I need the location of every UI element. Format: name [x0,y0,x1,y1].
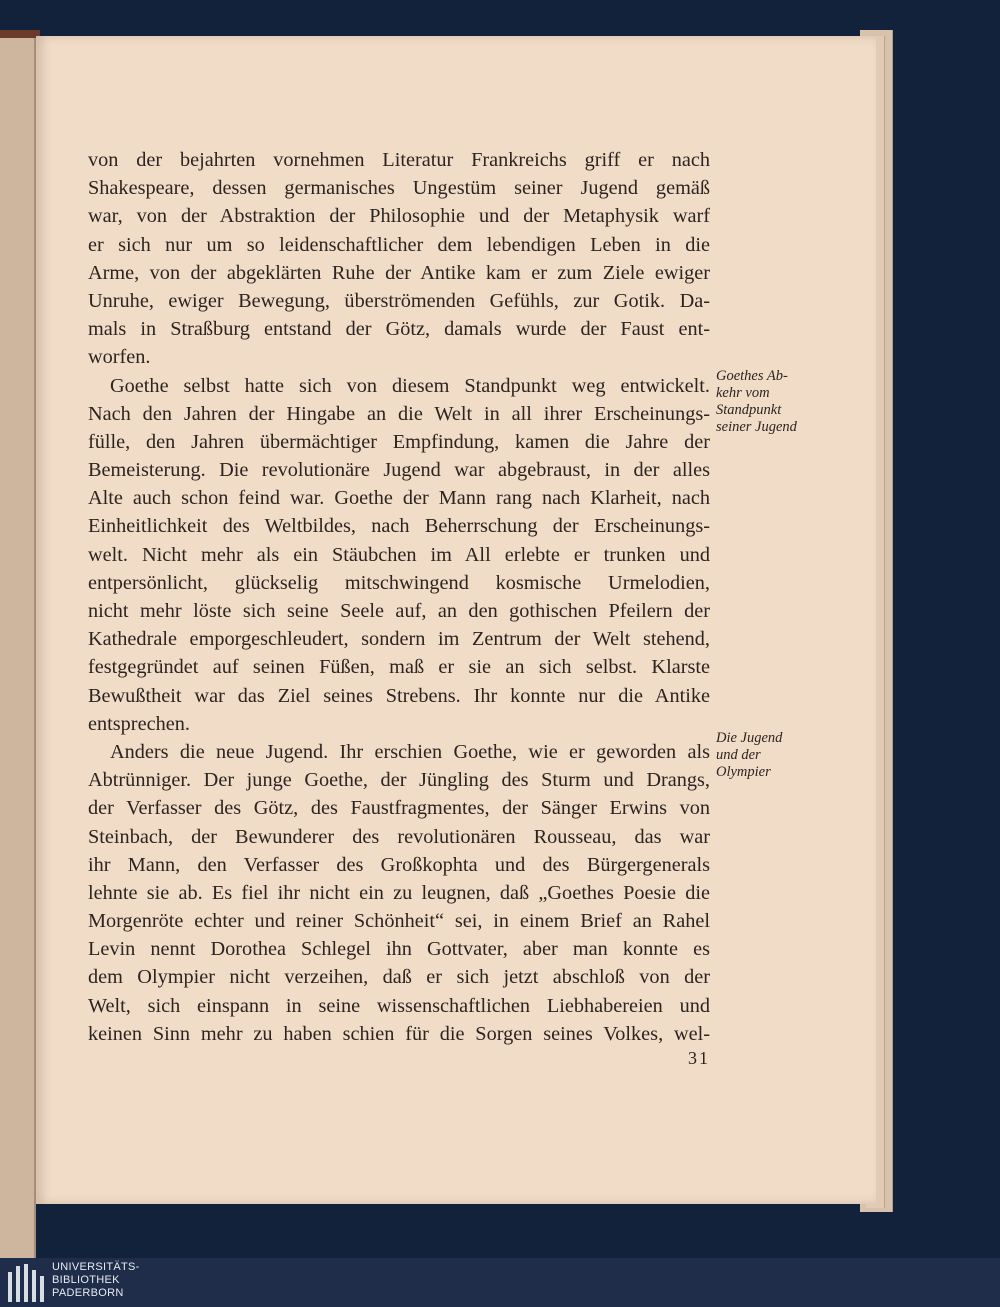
text-line: Nach den Jahren der Hingabe an die Welt in all ihrer Erscheinungs- [88,402,710,425]
text-line: Morgenröte echter und reiner Schönheit“ sei, in einem Brief an Rahel [88,910,710,933]
text-line: Alte auch schon feind war. Goethe der Mann rang nach Klarheit, nach [88,487,710,510]
text-line: mals in Straßburg entstand der Götz, damals wurde der Faust ent- [88,318,710,341]
margin-note-line: Standpunkt [716,402,782,418]
library-name-line: UNIVERSITÄTS- [52,1261,140,1273]
margin-note-goethes-abkehr [716,368,826,436]
book-page [36,36,876,1204]
text-line: worfen. [88,346,151,369]
text-line: entpersönlicht, glückselig mitschwingend kosmische Urmelodien, [88,571,710,594]
margin-note-line: Goethes Ab- [716,368,788,384]
text-line: welt. Nicht mehr als ein Stäubchen im All erlebte er trunken und [88,543,710,566]
library-name-line: PADERBORN [52,1287,124,1299]
text-line: von der bejahrten vornehmen Literatur Frankreichs griff er nach [88,149,710,171]
text-line: fülle, den Jahren übermächtiger Empfindung, kamen die Jahre der [88,430,710,453]
text-line: Bemeisterung. Die revolutionäre Jugend war abgebraust, in der alles [88,459,710,482]
text-line: Anders die neue Jugend. Ihr erschien Goethe, wie er geworden als [110,740,710,763]
library-footer [0,1258,1000,1307]
text-line: dem Olympier nicht verzeihen, daß er sich jetzt abschloß von der [88,966,710,989]
text-line: er sich nur um so leidenschaftlicher dem lebendigen Leben in die [88,233,710,256]
text-line: Levin nennt Dorothea Schlegel ihn Gottvater, aber man konnte es [88,938,710,961]
text-line: Shakespeare, dessen germanisches Ungestüm seiner Jugend gemäß [88,177,710,200]
margin-note-line: Die Jugend [716,730,783,746]
library-logo-icon [8,1264,48,1302]
text-line: Einheitlichkeit des Weltbildes, nach Beherrschung der Erscheinungs- [88,515,710,538]
page-number: 31 [688,1048,710,1068]
text-line: Unruhe, ewiger Bewegung, überströmenden Gefühls, zur Gotik. Da- [88,289,710,312]
text-line: Goethe selbst hatte sich von diesem Standpunkt weg entwickelt. [110,374,710,397]
left-page-edge [0,38,36,1258]
text-line: Arme, von der abgeklärten Ruhe der Antike kam er zum Ziele ewiger [88,261,710,284]
text-line: keinen Sinn mehr zu haben schien für die Sorgen seines Volkes, wel- [88,1022,710,1045]
text-line: Welt, sich einspann in seine wissenschaftlichen Liebhabereien und [88,994,710,1017]
text-line: der Verfasser des Götz, des Faustfragmentes, der Sänger Erwins von [88,797,710,820]
text-line: ihr Mann, den Verfasser des Großkophta und des Bürgergenerals [88,853,710,876]
margin-note-jugend-olympier [716,730,826,781]
text-line: lehnte sie ab. Es fiel ihr nicht ein zu leugnen, daß „Goethes Poesie die [88,881,710,904]
text-line: nicht mehr löste sich seine Seele auf, an den gothischen Pfeilern der [88,600,710,622]
margin-note-line: und der [716,747,761,763]
margin-note-line: seiner Jugend [716,419,797,435]
margin-note-line: Olympier [716,764,771,780]
text-line: Kathedrale emporgeschleudert, sondern im Zentrum der Welt stehend, [88,628,710,651]
text-line: Bewußtheit war das Ziel seines Strebens. Ihr konnte nur die Antike [88,684,710,707]
text-line: Abtrünniger. Der junge Goethe, der Jüngling des Sturm und Drangs, [88,769,710,792]
text-line: festgegründet auf seinen Füßen, maß er sie an sich selbst. Klarste [88,656,710,679]
library-name [52,1261,140,1300]
text-line: Steinbach, der Bewunderer des revolutionären Rousseau, das war [88,825,710,848]
margin-note-line: kehr vom [716,385,770,401]
library-name-line: BIBLIOTHEK [52,1274,120,1286]
text-line: entsprechen. [88,712,190,735]
body-text [88,146,710,1048]
text-line: war, von der Abstraktion der Philosophie und der Metaphysik warf [88,205,710,228]
